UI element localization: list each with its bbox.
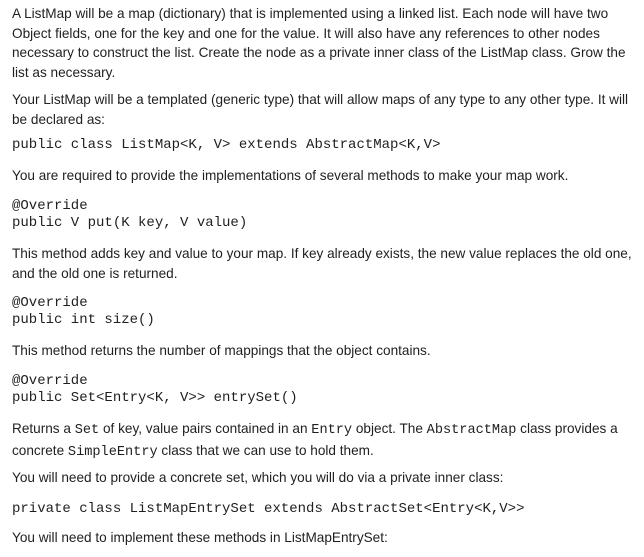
inline-code-entry: Entry — [311, 423, 353, 438]
entryset-annotation-code: @Override — [12, 373, 88, 389]
inline-code-simpleentry: SimpleEntry — [67, 444, 158, 460]
entryset-description-paragraph: Returns a Set of key, value pairs contained in an Entry object. The AbstractMap class provides a concrete SimpleEntry class that we can use to hold them. — [12, 421, 618, 460]
put-description-paragraph: This method adds key and value to your map. If key already exists, the new value replaces the old one, and the old one is returned. — [12, 246, 632, 281]
inner-class-declaration-code: private class ListMapEntrySet extends AbstractSet<Entry<K,V>> — [12, 501, 525, 517]
entryset-signature-code: public Set<Entry<K, V>> entrySet() — [12, 390, 298, 406]
generic-type-paragraph: Your ListMap will be a templated (generic type) that will allow maps of any type to any other type. It will be declared as: — [12, 92, 629, 127]
intro-paragraph: A ListMap will be a map (dictionary) that is implemented using a linked list. Each node will have two Object fields, one for the key and one for the value. It will also have any references to other nodes necessary to construct the list. Create the node as a private inner class of the ListMap class. Grow the list as necessary. — [12, 6, 626, 80]
concrete-set-paragraph: You will need to provide a concrete set, which you will do via a private inner class: — [12, 470, 504, 485]
class-declaration-code: public class ListMap<K, V> extends AbstractMap<K,V> — [12, 137, 441, 153]
inline-code-set: Set — [74, 423, 100, 438]
put-signature-code: public V put(K key, V value) — [12, 215, 248, 231]
methods-intro-paragraph: You are required to provide the implementations of several methods to make your map work. — [12, 168, 569, 183]
implement-methods-paragraph: You will need to implement these methods in ListMapEntrySet: — [12, 530, 388, 545]
put-annotation-code: @Override — [12, 198, 88, 214]
inline-code-abstractmap: AbstractMap — [426, 423, 517, 438]
size-annotation-code: @Override — [12, 295, 88, 311]
size-description-paragraph: This method returns the number of mappings that the object contains. — [12, 343, 431, 358]
size-signature-code: public int size() — [12, 312, 155, 328]
